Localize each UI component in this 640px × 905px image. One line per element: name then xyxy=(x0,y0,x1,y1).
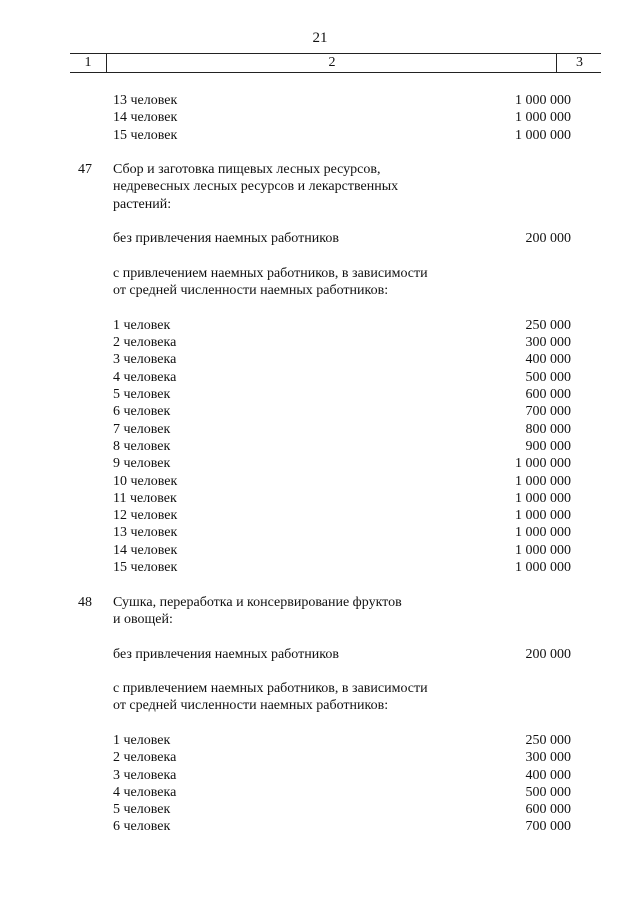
item-value: 250 000 xyxy=(525,732,571,748)
item-value: 800 000 xyxy=(525,421,571,437)
item-label: 6 человек xyxy=(113,819,171,835)
list-item xyxy=(0,334,640,351)
without-hired-row xyxy=(0,646,640,663)
item-label: 5 человек xyxy=(113,802,171,818)
item-label: 14 человек xyxy=(113,110,178,126)
section-title xyxy=(0,196,640,213)
spacer xyxy=(0,144,640,161)
section-number: 48 xyxy=(78,594,92,610)
item-label: 13 человек xyxy=(113,525,178,541)
item-label: 3 человека xyxy=(113,352,177,368)
item-label: 12 человек xyxy=(113,508,178,524)
spacer xyxy=(0,300,640,317)
list-item xyxy=(0,351,640,368)
item-value: 1 000 000 xyxy=(515,560,571,576)
item-label: 1 человек xyxy=(113,732,171,748)
section-title-line: Сбор и заготовка пищевых лесных ресурсов, xyxy=(113,162,381,178)
list-item xyxy=(0,473,640,490)
item-label: 3 человека xyxy=(113,767,177,783)
item-value: 600 000 xyxy=(525,802,571,818)
spacer xyxy=(0,213,640,230)
item-value: 600 000 xyxy=(525,387,571,403)
section-title-line: растений: xyxy=(113,196,172,212)
list-item xyxy=(0,386,640,403)
list-item xyxy=(0,92,640,109)
page-number: 21 xyxy=(312,30,328,46)
item-label: 15 человек xyxy=(113,127,178,143)
list-item xyxy=(0,784,640,801)
item-label: 9 человек xyxy=(113,456,171,472)
without-hired-row xyxy=(0,230,640,247)
spacer xyxy=(0,715,640,732)
list-item xyxy=(0,317,640,334)
item-label: 5 человек xyxy=(113,387,171,403)
item-value: 400 000 xyxy=(525,767,571,783)
item-value: 300 000 xyxy=(525,335,571,351)
with-hired-text: с привлечением наемных работников, в зависимости xyxy=(113,681,428,697)
item-value: 1 000 000 xyxy=(515,473,571,489)
item-label: 4 человека xyxy=(113,369,177,385)
header-col-2: 2 xyxy=(106,54,557,72)
with-hired-text: с привлечением наемных работников, в зависимости xyxy=(113,265,428,281)
item-value: 1 000 000 xyxy=(515,490,571,506)
with-hired-line xyxy=(0,265,640,282)
with-hired-text: от средней численности наемных работников: xyxy=(113,698,389,714)
list-item xyxy=(0,818,640,835)
section-title-line: недревесных лесных ресурсов и лекарственных xyxy=(113,179,399,195)
item-label: 7 человек xyxy=(113,421,171,437)
document-body xyxy=(0,92,640,836)
section-title-line: и овощей: xyxy=(113,611,173,627)
section-title-line: Сушка, переработка и консервирование фруктов xyxy=(113,594,402,610)
item-label: 2 человека xyxy=(113,335,177,351)
list-item xyxy=(0,732,640,749)
list-item xyxy=(0,507,640,524)
with-hired-line xyxy=(0,697,640,714)
list-item xyxy=(0,524,640,541)
list-item xyxy=(0,749,640,766)
section-number: 47 xyxy=(78,162,92,178)
item-label: 8 человек xyxy=(113,438,171,454)
section-title xyxy=(0,178,640,195)
section-title xyxy=(0,594,640,611)
list-item xyxy=(0,801,640,818)
without-hired-label: без привлечения наемных работников xyxy=(113,646,339,662)
item-value: 1 000 000 xyxy=(515,127,571,143)
without-hired-value: 200 000 xyxy=(525,646,571,662)
list-item xyxy=(0,369,640,386)
item-value: 900 000 xyxy=(525,438,571,454)
item-value: 500 000 xyxy=(525,784,571,800)
with-hired-text: от средней численности наемных работников: xyxy=(113,283,389,299)
list-item xyxy=(0,490,640,507)
item-label: 1 человек xyxy=(113,317,171,333)
item-label: 4 человека xyxy=(113,784,177,800)
item-value: 1 000 000 xyxy=(515,110,571,126)
item-label: 10 человек xyxy=(113,473,178,489)
list-item xyxy=(0,421,640,438)
item-value: 250 000 xyxy=(525,317,571,333)
without-hired-label: без привлечения наемных работников xyxy=(113,231,339,247)
item-value: 700 000 xyxy=(525,404,571,420)
list-item xyxy=(0,438,640,455)
section-title xyxy=(0,611,640,628)
list-item xyxy=(0,109,640,126)
spacer xyxy=(0,628,640,645)
without-hired-value: 200 000 xyxy=(525,231,571,247)
item-value: 700 000 xyxy=(525,819,571,835)
header-col-1: 1 xyxy=(84,55,92,70)
list-item xyxy=(0,403,640,420)
item-value: 300 000 xyxy=(525,750,571,766)
table-header xyxy=(70,53,601,73)
list-item xyxy=(0,455,640,472)
item-label: 15 человек xyxy=(113,560,178,576)
item-value: 1 000 000 xyxy=(515,456,571,472)
spacer xyxy=(0,663,640,680)
item-value: 400 000 xyxy=(525,352,571,368)
list-item xyxy=(0,767,640,784)
list-item xyxy=(0,127,640,144)
item-value: 1 000 000 xyxy=(515,542,571,558)
item-label: 6 человек xyxy=(113,404,171,420)
item-label: 2 человека xyxy=(113,750,177,766)
list-item xyxy=(0,542,640,559)
item-value: 500 000 xyxy=(525,369,571,385)
with-hired-line xyxy=(0,680,640,697)
item-value: 1 000 000 xyxy=(515,525,571,541)
item-value: 1 000 000 xyxy=(515,508,571,524)
with-hired-line xyxy=(0,282,640,299)
spacer xyxy=(0,248,640,265)
item-label: 13 человек xyxy=(113,93,178,108)
list-item xyxy=(0,559,640,576)
item-label: 11 человек xyxy=(113,490,177,506)
item-value: 1 000 000 xyxy=(515,93,571,108)
spacer xyxy=(0,576,640,593)
header-col-3: 3 xyxy=(556,54,602,72)
section-title xyxy=(0,161,640,178)
item-label: 14 человек xyxy=(113,542,178,558)
